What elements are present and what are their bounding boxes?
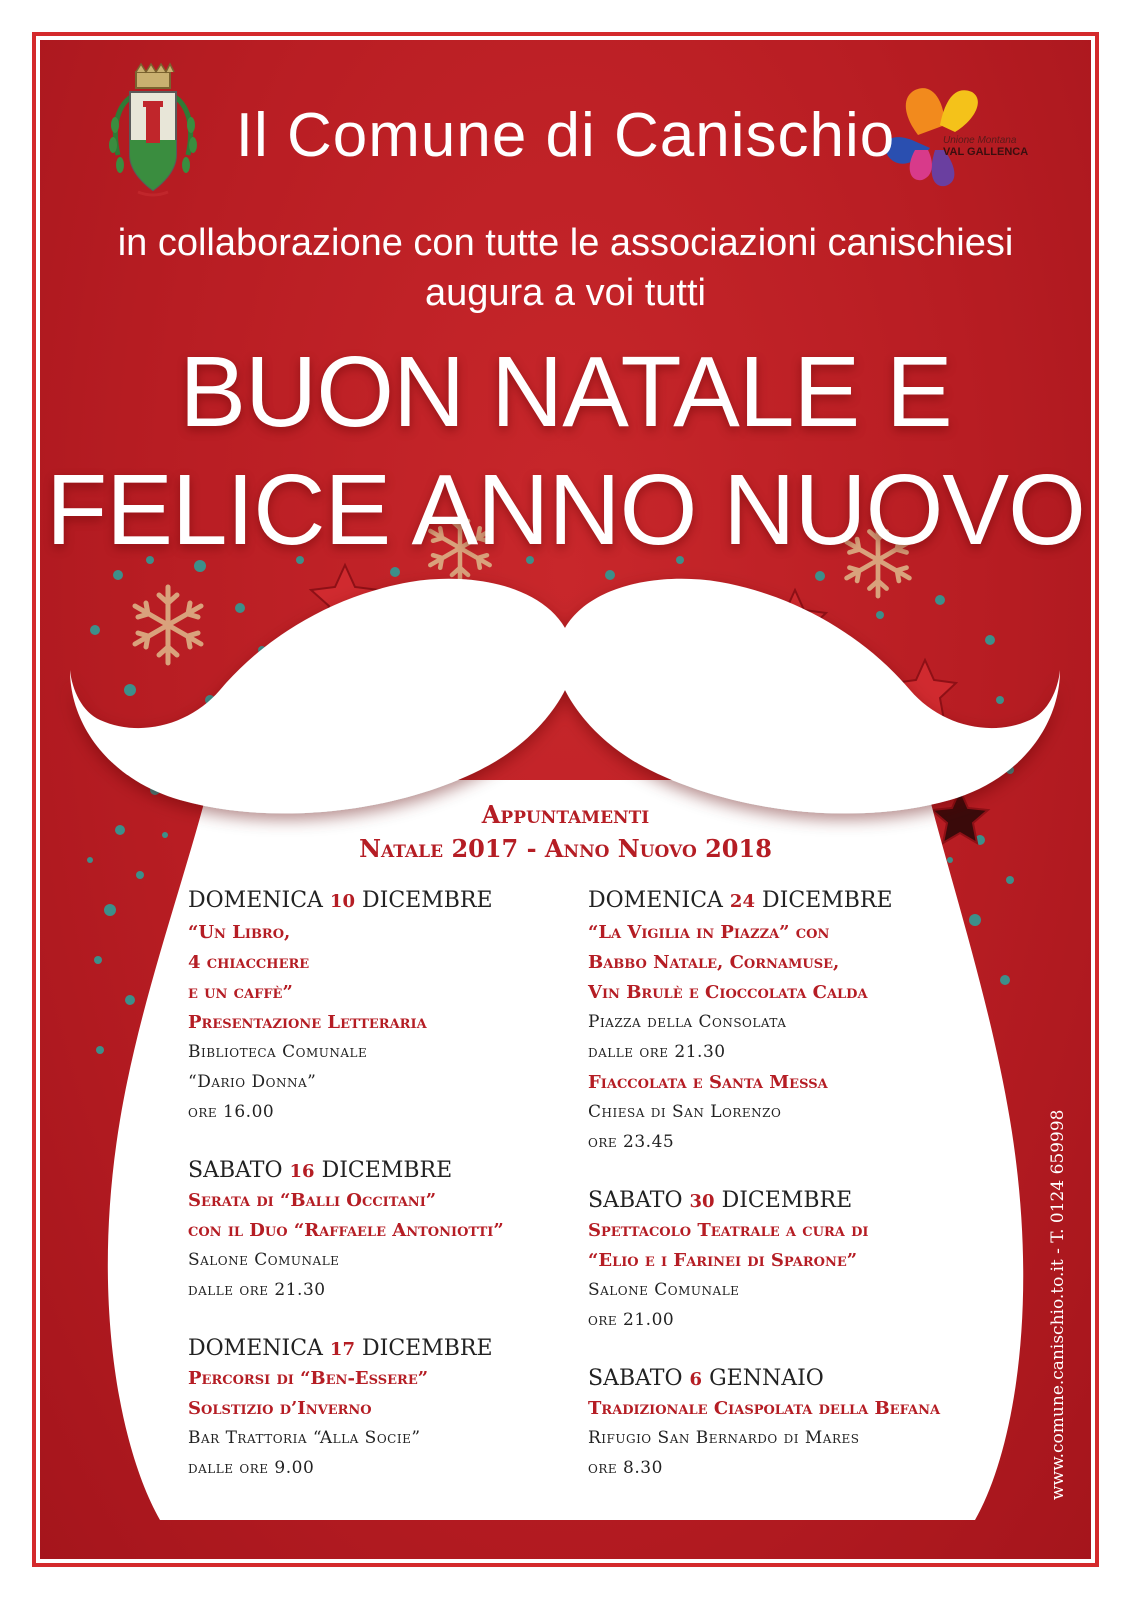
greeting-line-2: FELICE ANNO NUOVO (46, 454, 1085, 566)
schedule-subheading: Natale 2017 - Anno Nuovo 2018 (359, 834, 772, 863)
event-highlight: Solstizio d’Inverno (188, 1398, 372, 1419)
website-phone-text: www.comune.canischio.to.it - T. 0124 659998 (1048, 1109, 1068, 1500)
event-detail: dalle ore 9.00 (188, 1458, 315, 1478)
event-highlight: Vin Brulè e Cioccolata Calda (588, 982, 868, 1003)
event-detail: ore 8.30 (588, 1458, 663, 1478)
event-highlight: Fiaccolata e Santa Messa (588, 1072, 828, 1093)
subtitle-line-1: in collaborazione con tutte le associazioni canischiesi (117, 222, 1014, 264)
event-date: DOMENICA 17 DICEMBRE (188, 1336, 493, 1361)
greeting-line-1: BUON NATALE E (179, 336, 952, 448)
event-highlight: con il Duo “Raffaele Antoniotti” (188, 1220, 504, 1241)
event-highlight: Tradizionale Ciaspolata della Befana (588, 1398, 941, 1419)
event-detail: ore 23.45 (588, 1132, 675, 1152)
event-detail: Bar Trattoria “Alla Socie” (188, 1428, 421, 1448)
event-detail: Salone Comunale (188, 1250, 340, 1270)
page-title: Il Comune di Canischio (235, 101, 896, 170)
schedule-heading: Appuntamenti (481, 800, 650, 829)
subtitle-line-2: augura a voi tutti (425, 272, 706, 314)
mustache (70, 579, 1060, 814)
event-highlight: Babbo Natale, Cornamuse, (588, 952, 840, 973)
event-highlight: e un caffè” (188, 982, 293, 1003)
logo-text-valgallenca: VAL GALLENCA (943, 146, 1029, 158)
event-date: DOMENICA 10 DICEMBRE (188, 888, 493, 913)
event-detail: dalle ore 21.30 (188, 1280, 326, 1300)
event-detail: Biblioteca Comunale (188, 1042, 368, 1062)
event-highlight: Spettacolo Teatrale a cura di (588, 1220, 869, 1241)
event-detail: dalle ore 21.30 (588, 1042, 726, 1062)
event-highlight: Percorsi di “Ben-Essere” (188, 1368, 429, 1389)
event-detail: ore 16.00 (188, 1102, 275, 1122)
event-highlight: Presentazione Letteraria (188, 1012, 427, 1033)
event-date: DOMENICA 24 DICEMBRE (588, 888, 893, 913)
event-highlight: “Elio e i Farinei di Sparone” (588, 1250, 858, 1271)
event-date: SABATO 30 DICEMBRE (588, 1188, 853, 1213)
event-date: SABATO 16 DICEMBRE (188, 1158, 453, 1183)
event-date: SABATO 6 GENNAIO (588, 1366, 824, 1391)
event-detail: Chiesa di San Lorenzo (588, 1102, 782, 1122)
logo-text-unione: Unione Montana (943, 135, 1017, 146)
event-highlight: 4 chiacchere (188, 952, 310, 973)
event-detail: “Dario Donna” (188, 1072, 317, 1092)
event-detail: ore 21.00 (588, 1310, 675, 1330)
event-detail: Salone Comunale (588, 1280, 740, 1300)
event-highlight: Serata di “Balli Occitani” (188, 1190, 437, 1211)
event-highlight: “Un Libro, (188, 922, 291, 943)
event-highlight: “La Vigilia in Piazza” con (588, 922, 830, 943)
event-detail: Piazza della Consolata (588, 1012, 787, 1032)
event-detail: Rifugio San Bernardo di Mares (588, 1428, 860, 1448)
